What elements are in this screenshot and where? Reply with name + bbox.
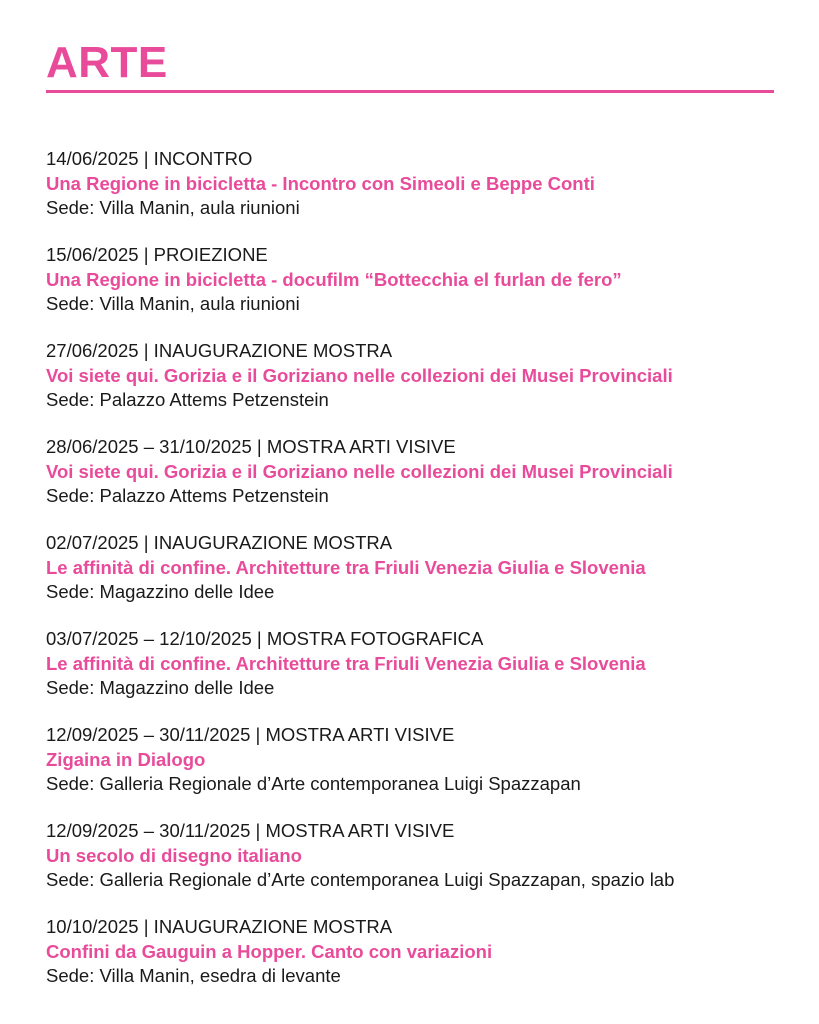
event-title: Un secolo di disegno italiano: [46, 844, 302, 866]
event-title: Le affinità di confine. Architetture tra Friuli Venezia Giulia e Slovenia: [46, 652, 646, 674]
event-title: Le affinità di confine. Architetture tra Friuli Venezia Giulia e Slovenia: [46, 556, 646, 578]
title-divider: [46, 90, 774, 93]
event-item: [46, 435, 816, 531]
event-date-type: 10/10/2025 | INAUGURAZIONE MOSTRA: [46, 916, 393, 937]
event-item: [46, 627, 816, 723]
event-title: Confini da Gauguin a Hopper. Canto con variazioni: [46, 940, 493, 962]
event-venue: Sede: Galleria Regionale d’Arte contemporanea Luigi Spazzapan, spazio lab: [46, 869, 675, 890]
event-item: [46, 339, 816, 435]
event-date-type: 28/06/2025 – 31/10/2025 | MOSTRA ARTI VISIVE: [46, 436, 456, 457]
page-title: ARTE: [46, 38, 168, 87]
event-venue: Sede: Villa Manin, aula riunioni: [46, 293, 300, 314]
event-item: [46, 243, 816, 339]
event-item: [46, 531, 816, 627]
event-venue: Sede: Magazzino delle Idee: [46, 677, 275, 698]
event-item: [46, 147, 816, 243]
event-title: Una Regione in bicicletta - docufilm “Bottecchia el furlan de fero”: [46, 268, 622, 290]
event-date-type: 15/06/2025 | PROIEZIONE: [46, 244, 268, 265]
event-date-type: 03/07/2025 – 12/10/2025 | MOSTRA FOTOGRAFICA: [46, 628, 484, 649]
event-venue: Sede: Villa Manin, aula riunioni: [46, 197, 300, 218]
event-item: [46, 819, 816, 915]
event-venue: Sede: Galleria Regionale d’Arte contemporanea Luigi Spazzapan: [46, 773, 581, 794]
event-date-type: 27/06/2025 | INAUGURAZIONE MOSTRA: [46, 340, 393, 361]
event-date-type: 12/09/2025 – 30/11/2025 | MOSTRA ARTI VISIVE: [46, 820, 455, 841]
event-title: Zigaina in Dialogo: [46, 748, 206, 770]
event-title: Voi siete qui. Gorizia e il Goriziano nelle collezioni dei Musei Provinciali: [46, 364, 673, 386]
event-date-type: 14/06/2025 | INCONTRO: [46, 148, 253, 169]
event-date-type: 12/09/2025 – 30/11/2025 | MOSTRA ARTI VISIVE: [46, 724, 455, 745]
event-date-type: 02/07/2025 | INAUGURAZIONE MOSTRA: [46, 532, 393, 553]
event-item: [46, 915, 816, 1011]
event-title: Una Regione in bicicletta - Incontro con Simeoli e Beppe Conti: [46, 172, 595, 194]
event-venue: Sede: Palazzo Attems Petzenstein: [46, 485, 329, 506]
event-item: [46, 723, 816, 819]
event-venue: Sede: Villa Manin, esedra di levante: [46, 965, 341, 986]
event-title: Voi siete qui. Gorizia e il Goriziano nelle collezioni dei Musei Provinciali: [46, 460, 673, 482]
event-venue: Sede: Magazzino delle Idee: [46, 581, 275, 602]
event-venue: Sede: Palazzo Attems Petzenstein: [46, 389, 329, 410]
event-list: [46, 147, 816, 1011]
